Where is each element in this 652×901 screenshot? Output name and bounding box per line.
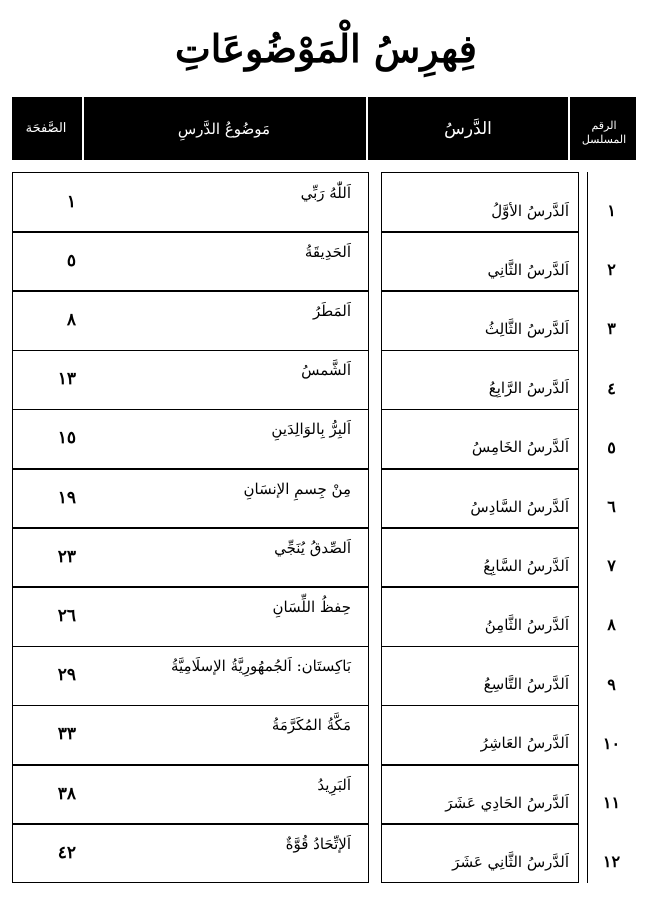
- lesson-name-text: اَلدَّرسُ السَّادِسُ: [470, 497, 569, 516]
- lesson-name: [381, 586, 579, 645]
- lesson-topic: [78, 586, 363, 645]
- lesson-topic: [78, 764, 363, 823]
- table-row: [12, 231, 636, 290]
- contents-table: [12, 172, 636, 883]
- page-number-text: ١: [66, 191, 76, 212]
- lesson-name-text: اَلدَّرسُ الثَّالِثُ: [484, 319, 569, 338]
- table-row: [12, 646, 636, 705]
- lesson-name: [381, 468, 579, 527]
- serial-number-text: ١١: [602, 793, 621, 812]
- serial-number-text: ١: [607, 201, 616, 220]
- lesson-topic-text: اَلشَّمسُ: [301, 361, 351, 380]
- lesson-topic-text: بَاكِستَان: اَلجُمهُورِيَّةُ الإسلَامِيَّةُ: [170, 657, 351, 676]
- header-serial-line2: المسلسل: [581, 132, 627, 146]
- page-number: [16, 764, 76, 823]
- lesson-topic-text: اَلبَرِيدُ: [317, 775, 351, 794]
- table-row: [12, 764, 636, 823]
- serial-number: [587, 823, 636, 882]
- page-number: [16, 409, 76, 468]
- page-number-text: ١٥: [57, 428, 76, 449]
- page-number-text: ٨: [66, 309, 76, 330]
- serial-number-text: ٨: [607, 615, 616, 635]
- table-header: [12, 97, 636, 160]
- page-number-text: ٣٣: [57, 724, 76, 745]
- header-serial: [572, 97, 636, 164]
- page-number-text: ١٣: [57, 369, 76, 390]
- page-number: [16, 468, 76, 527]
- header-page: الصَّفحَة: [25, 121, 67, 136]
- serial-number-text: ١٢: [602, 852, 621, 872]
- table-row: [12, 705, 636, 764]
- header-divider: [366, 97, 368, 160]
- serial-number-text: ٦: [607, 497, 616, 516]
- serial-number: [587, 527, 636, 586]
- page-title: فِهرِسُ الْمَوْضُوعَاتِ: [175, 26, 477, 71]
- serial-number: [587, 764, 636, 823]
- lesson-topic: [78, 290, 363, 349]
- header-topic: مَوضُوعُ الدَّرسِ: [177, 119, 271, 138]
- lesson-topic-text: اَلصِّدقُ يُنَجِّي: [274, 538, 351, 557]
- header-serial-line1: الرقم: [591, 118, 617, 132]
- page-number: [16, 172, 76, 231]
- serial-number-text: ٣: [607, 319, 616, 339]
- serial-number: [587, 646, 636, 705]
- lesson-topic: [78, 468, 363, 527]
- lesson-topic: [78, 409, 363, 468]
- lesson-name: [381, 646, 579, 705]
- lesson-name: [381, 172, 579, 231]
- lesson-name: [381, 290, 579, 349]
- lesson-topic-text: مِنْ جِسمِ الإنسَانِ: [243, 479, 351, 498]
- lesson-name: [381, 231, 579, 290]
- header-lesson: الدَّرسُ: [444, 118, 492, 139]
- serial-number-text: ٩: [607, 674, 616, 694]
- lesson-name: [381, 527, 579, 586]
- lesson-name: [381, 764, 579, 823]
- serial-number-text: ١٠: [602, 733, 621, 753]
- lesson-topic: [78, 231, 363, 290]
- lesson-name-text: اَلدَّرسُ الخَامِسُ: [471, 438, 569, 457]
- page-number: [16, 527, 76, 586]
- serial-number: [587, 350, 636, 409]
- page-number-text: ٢٣: [57, 546, 76, 567]
- page-number: [16, 823, 76, 882]
- lesson-name-text: اَلدَّرسُ العَاشِرُ: [480, 734, 569, 753]
- lesson-name-text: اَلدَّرسُ الرَّابِعُ: [488, 379, 569, 398]
- serial-number: [587, 290, 636, 349]
- lesson-name: [381, 409, 579, 468]
- lesson-topic-text: اَلبِرُّ بِالوَالِدَينِ: [271, 420, 351, 439]
- page-number-text: ٣٨: [57, 783, 76, 804]
- lesson-topic: [78, 646, 363, 705]
- serial-number: [587, 468, 636, 527]
- serial-number: [587, 586, 636, 645]
- lesson-topic: [78, 823, 363, 882]
- page-number: [16, 231, 76, 290]
- serial-number: [587, 231, 636, 290]
- page-number: [16, 290, 76, 349]
- serial-number: [587, 705, 636, 764]
- lesson-topic-text: مَكَّةُ المُكَرَّمَةُ: [271, 716, 351, 735]
- lesson-topic: [78, 350, 363, 409]
- page-number: [16, 350, 76, 409]
- table-row: [12, 468, 636, 527]
- serial-number: [587, 409, 636, 468]
- lesson-topic: [78, 172, 363, 231]
- lesson-name: [381, 350, 579, 409]
- serial-number-text: ٧: [607, 556, 616, 576]
- table-row: [12, 527, 636, 586]
- page-number: [16, 586, 76, 645]
- serial-number-text: ٥: [607, 437, 616, 457]
- table-row: [12, 409, 636, 468]
- lesson-topic-text: اَللّٰهُ رَبِّي: [300, 183, 351, 202]
- page-number-text: ٥: [66, 250, 76, 271]
- lesson-topic: [78, 705, 363, 764]
- serial-number: [587, 172, 636, 231]
- header-divider: [568, 97, 570, 160]
- lesson-topic-text: اَلحَدِيقَةُ: [304, 242, 351, 261]
- table-row: [12, 172, 636, 231]
- table-row: [12, 823, 636, 882]
- page-number: [16, 646, 76, 705]
- lesson-name-text: اَلدَّرسُ السَّابِعُ: [483, 556, 569, 575]
- serial-number-text: ٢: [607, 260, 616, 280]
- lesson-name-text: اَلدَّرسُ الثَّانِي: [487, 260, 569, 279]
- lesson-topic: [78, 527, 363, 586]
- page-number-text: ١٩: [57, 487, 76, 508]
- table-row: [12, 290, 636, 349]
- lesson-name-text: اَلدَّرسُ الثَّانِي عَشَرَ: [452, 852, 569, 871]
- table-row: [12, 586, 636, 645]
- lesson-topic-text: حِفظُ اللِّسَانِ: [272, 597, 351, 616]
- table-row: [12, 350, 636, 409]
- page-number-text: ٢٦: [57, 605, 76, 626]
- lesson-name-text: اَلدَّرسُ الحَادِي عَشَرَ: [445, 793, 569, 812]
- lesson-name-text: اَلدَّرسُ التَّاسِعُ: [483, 675, 569, 694]
- serial-number-text: ٤: [607, 378, 616, 398]
- lesson-name-text: اَلدَّرسُ الثَّامِنُ: [484, 615, 569, 634]
- page-number-text: ٤٢: [57, 842, 76, 863]
- lesson-name-text: اَلدَّرسُ الأوَّلُ: [491, 201, 569, 220]
- header-divider: [82, 97, 84, 160]
- lesson-name: [381, 705, 579, 764]
- lesson-topic-text: اَلمَطَرُ: [313, 301, 351, 320]
- lesson-name: [381, 823, 579, 882]
- page-number-text: ٢٩: [57, 665, 76, 686]
- page-number: [16, 705, 76, 764]
- lesson-topic-text: اَلإتِّحَادُ قُوَّةٌ: [285, 834, 351, 853]
